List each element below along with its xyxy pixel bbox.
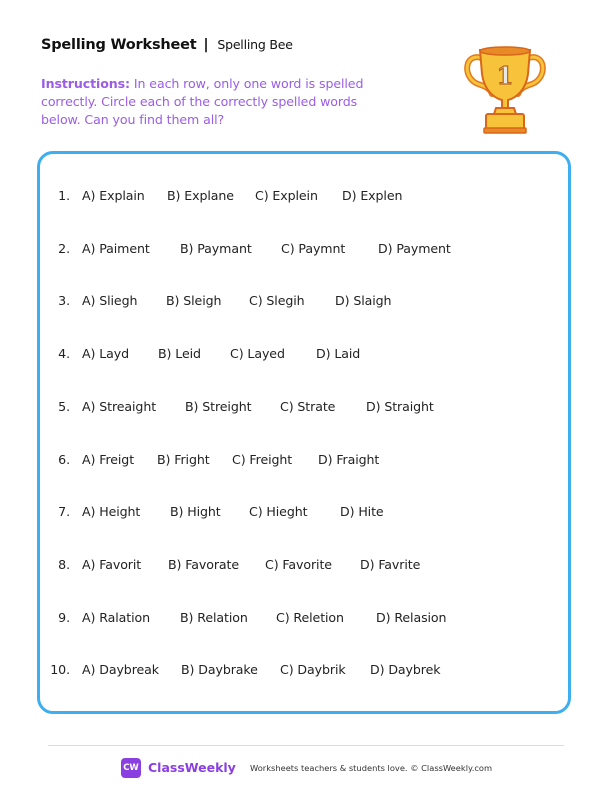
- footer-divider: [48, 745, 564, 746]
- title-separator: |: [203, 37, 209, 53]
- question-number: 8.: [58, 556, 70, 572]
- answer-option[interactable]: B) Fright: [157, 451, 210, 467]
- question-number: 5.: [58, 398, 70, 414]
- question-number: 2.: [58, 240, 70, 256]
- answer-option[interactable]: C) Daybrik: [280, 662, 346, 678]
- answer-option[interactable]: D) Slaigh: [335, 293, 392, 309]
- answer-option[interactable]: C) Favorite: [265, 556, 332, 572]
- answer-option[interactable]: B) Streight: [185, 398, 252, 414]
- answer-option[interactable]: A) Height: [82, 504, 141, 520]
- answer-option[interactable]: A) Favorit: [82, 556, 142, 572]
- answer-option[interactable]: D) Daybrek: [370, 662, 441, 678]
- answer-option[interactable]: D) Straight: [366, 398, 434, 414]
- trophy-icon: [460, 44, 550, 136]
- answer-option[interactable]: B) Relation: [180, 609, 248, 625]
- answer-option[interactable]: B) Daybrake: [181, 662, 258, 678]
- answer-option[interactable]: D) Payment: [378, 240, 451, 256]
- answer-option[interactable]: C) Paymnt: [281, 240, 346, 256]
- answer-option[interactable]: B) Paymant: [180, 240, 252, 256]
- worksheet-title: Spelling Worksheet: [41, 37, 197, 53]
- answer-option[interactable]: D) Fraight: [318, 451, 380, 467]
- page-title: [41, 37, 293, 53]
- question-number: 3.: [58, 293, 70, 309]
- answer-option[interactable]: D) Hite: [340, 504, 384, 520]
- worksheet-subtitle: Spelling Bee: [217, 37, 293, 52]
- answer-option[interactable]: D) Relasion: [376, 609, 447, 625]
- answer-option[interactable]: C) Slegih: [249, 293, 305, 309]
- answer-option[interactable]: B) Leid: [158, 346, 201, 362]
- footer-tagline: Worksheets teachers & students love. © ClassWeekly.com: [250, 763, 493, 773]
- brand-name: ClassWeekly: [148, 760, 236, 775]
- answer-option[interactable]: C) Reletion: [276, 609, 344, 625]
- question-number: 9.: [58, 609, 70, 625]
- answer-option[interactable]: A) Freigt: [82, 451, 135, 467]
- instructions-label: Instructions:: [41, 76, 130, 91]
- answer-option[interactable]: B) Sleigh: [166, 293, 222, 309]
- answer-option[interactable]: A) Daybreak: [82, 662, 159, 678]
- question-number: 7.: [58, 504, 70, 520]
- question-number: 10.: [50, 662, 70, 678]
- answer-option[interactable]: D) Favrite: [360, 556, 421, 572]
- answer-option[interactable]: C) Explein: [255, 188, 318, 203]
- answer-option[interactable]: C) Strate: [280, 398, 336, 414]
- answer-option[interactable]: A) Streaight: [82, 398, 157, 414]
- classweekly-logo-icon: CW: [121, 758, 141, 778]
- answer-option[interactable]: A) Sliegh: [82, 293, 138, 309]
- answer-option[interactable]: C) Hieght: [249, 504, 308, 520]
- instructions-text: In each row, only one word is spelled correctly. Circle each of the correctly spelled words below. Can you find them all?: [41, 76, 364, 127]
- answer-option[interactable]: B) Explane: [167, 188, 234, 203]
- answer-option[interactable]: D) Laid: [316, 346, 361, 362]
- answer-option[interactable]: A) Explain: [82, 188, 145, 203]
- question-number: 6.: [58, 451, 70, 467]
- answer-option[interactable]: B) Hight: [170, 504, 221, 520]
- answer-option[interactable]: A) Paiment: [82, 240, 150, 256]
- answer-option[interactable]: B) Favorate: [168, 556, 239, 572]
- answer-option[interactable]: A) Layd: [82, 346, 130, 362]
- question-box: [37, 151, 571, 714]
- answer-option[interactable]: D) Explen: [342, 188, 403, 203]
- answer-option[interactable]: A) Ralation: [82, 609, 150, 625]
- instructions: [41, 75, 371, 129]
- trophy-number: 1: [496, 61, 514, 90]
- question-number: 4.: [58, 346, 70, 362]
- answer-option[interactable]: C) Layed: [230, 346, 285, 362]
- question-number: 1.: [58, 188, 70, 203]
- answer-option[interactable]: C) Freight: [232, 451, 293, 467]
